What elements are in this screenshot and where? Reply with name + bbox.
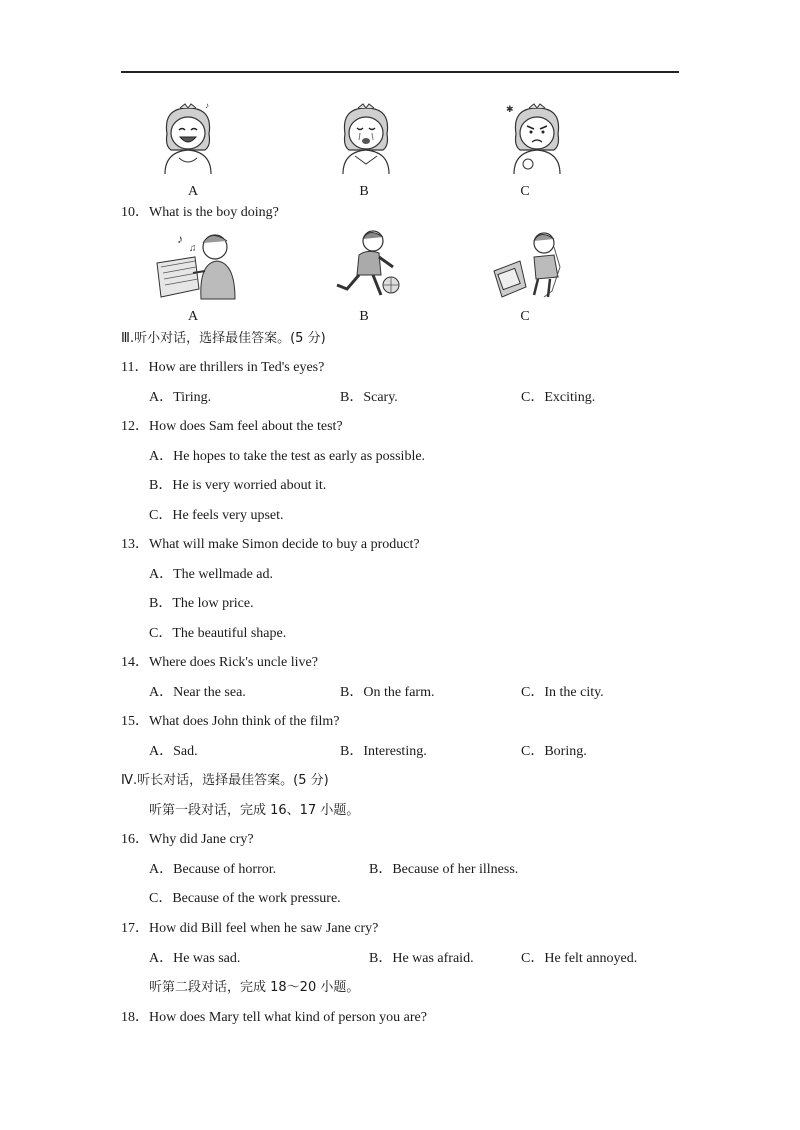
boy-playing-basketball-picture xyxy=(333,227,405,302)
q12-option-c: C．He feels very upset. xyxy=(149,508,284,523)
q10-number: 10． xyxy=(121,205,149,220)
svg-text:♪: ♪ xyxy=(177,232,183,246)
q15-option-b: B．Interesting. xyxy=(340,744,427,759)
q12-option-b: B．He is very worried about it. xyxy=(149,478,327,493)
q18-question xyxy=(121,1010,427,1026)
svg-text:✱: ✱ xyxy=(506,104,514,114)
q14-number: 14． xyxy=(121,655,149,670)
q16-number: 16． xyxy=(121,832,149,847)
q13-option-b: B．The low price. xyxy=(149,596,254,611)
q11-option-a: A．Tiring. xyxy=(149,390,212,405)
q10-label-a: A xyxy=(187,309,199,324)
q17-option-a: A．He was sad. xyxy=(149,951,241,966)
dialogue-2-instruction: 听第二段对话，完成 18～20 小题。 xyxy=(149,980,360,995)
section-3-heading: Ⅲ.听小对话，选择最佳答案。(5 分) xyxy=(121,331,326,346)
q13-question xyxy=(121,537,420,553)
q11-number: 11． xyxy=(121,360,149,375)
q14-option-c: C．In the city. xyxy=(521,685,604,700)
q9-label-a: A xyxy=(187,184,199,199)
q17-option-b: B．He was afraid. xyxy=(369,951,474,966)
svg-text:♫: ♫ xyxy=(189,243,197,254)
q18-number: 18． xyxy=(121,1010,149,1025)
q12-text: How does Sam feel about the test? xyxy=(149,419,343,434)
q14-question xyxy=(121,655,318,671)
q14-option-a: A．Near the sea. xyxy=(149,685,246,700)
q12-question xyxy=(121,419,343,435)
q15-option-c: C．Boring. xyxy=(521,744,587,759)
q16-option-c: C．Because of the work pressure. xyxy=(149,891,341,906)
q17-number: 17． xyxy=(121,921,149,936)
q12-option-a: A．He hopes to take the test as early as possible. xyxy=(149,449,426,464)
q13-option-a: A．The wellmade ad. xyxy=(149,567,274,582)
q14-option-b: B．On the farm. xyxy=(340,685,435,700)
q13-number: 13． xyxy=(121,537,149,552)
q10-label-b: B xyxy=(359,309,369,324)
header-rule xyxy=(121,71,679,73)
q13-option-c: C．The beautiful shape. xyxy=(149,626,287,641)
q11-question xyxy=(121,360,324,376)
q17-option-c: C．He felt annoyed. xyxy=(521,951,638,966)
q11-option-b: B．Scary. xyxy=(340,390,398,405)
girl-angry-picture xyxy=(504,100,570,175)
q15-option-a: A．Sad. xyxy=(149,744,198,759)
q15-number: 15． xyxy=(121,714,149,729)
q12-number: 12． xyxy=(121,419,149,434)
girl-crying-picture xyxy=(333,100,399,175)
q10-label-c: C xyxy=(520,309,530,324)
q11-option-c: C．Exciting. xyxy=(521,390,596,405)
q16-option-b: B．Because of her illness. xyxy=(369,862,519,877)
q16-question xyxy=(121,832,254,848)
q14-text: Where does Rick's uncle live? xyxy=(149,655,318,670)
q17-question xyxy=(121,921,378,937)
section-4-heading: Ⅳ.听长对话，选择最佳答案。(5 分) xyxy=(121,773,329,788)
q15-question xyxy=(121,714,340,730)
q16-text: Why did Jane cry? xyxy=(149,832,254,847)
q17-text: How did Bill feel when he saw Jane cry? xyxy=(149,921,379,936)
svg-text:♪: ♪ xyxy=(205,101,209,110)
boy-playing-piano-picture xyxy=(155,227,241,302)
q9-label-b: B xyxy=(359,184,369,199)
boy-watching-tv-picture xyxy=(490,227,570,302)
q11-text: How are thrillers in Ted's eyes? xyxy=(148,360,325,375)
q13-text: What will make Simon decide to buy a product? xyxy=(149,537,420,552)
q16-option-a: A．Because of horror. xyxy=(149,862,277,877)
girl-happy-picture xyxy=(155,100,221,175)
q9-label-c: C xyxy=(520,184,530,199)
q18-text: How does Mary tell what kind of person you are? xyxy=(149,1010,427,1025)
q15-text: What does John think of the film? xyxy=(149,714,340,729)
q10-question xyxy=(121,205,279,221)
q10-text: What is the boy doing? xyxy=(149,205,279,220)
dialogue-1-instruction: 听第一段对话，完成 16、17 小题。 xyxy=(149,803,360,818)
